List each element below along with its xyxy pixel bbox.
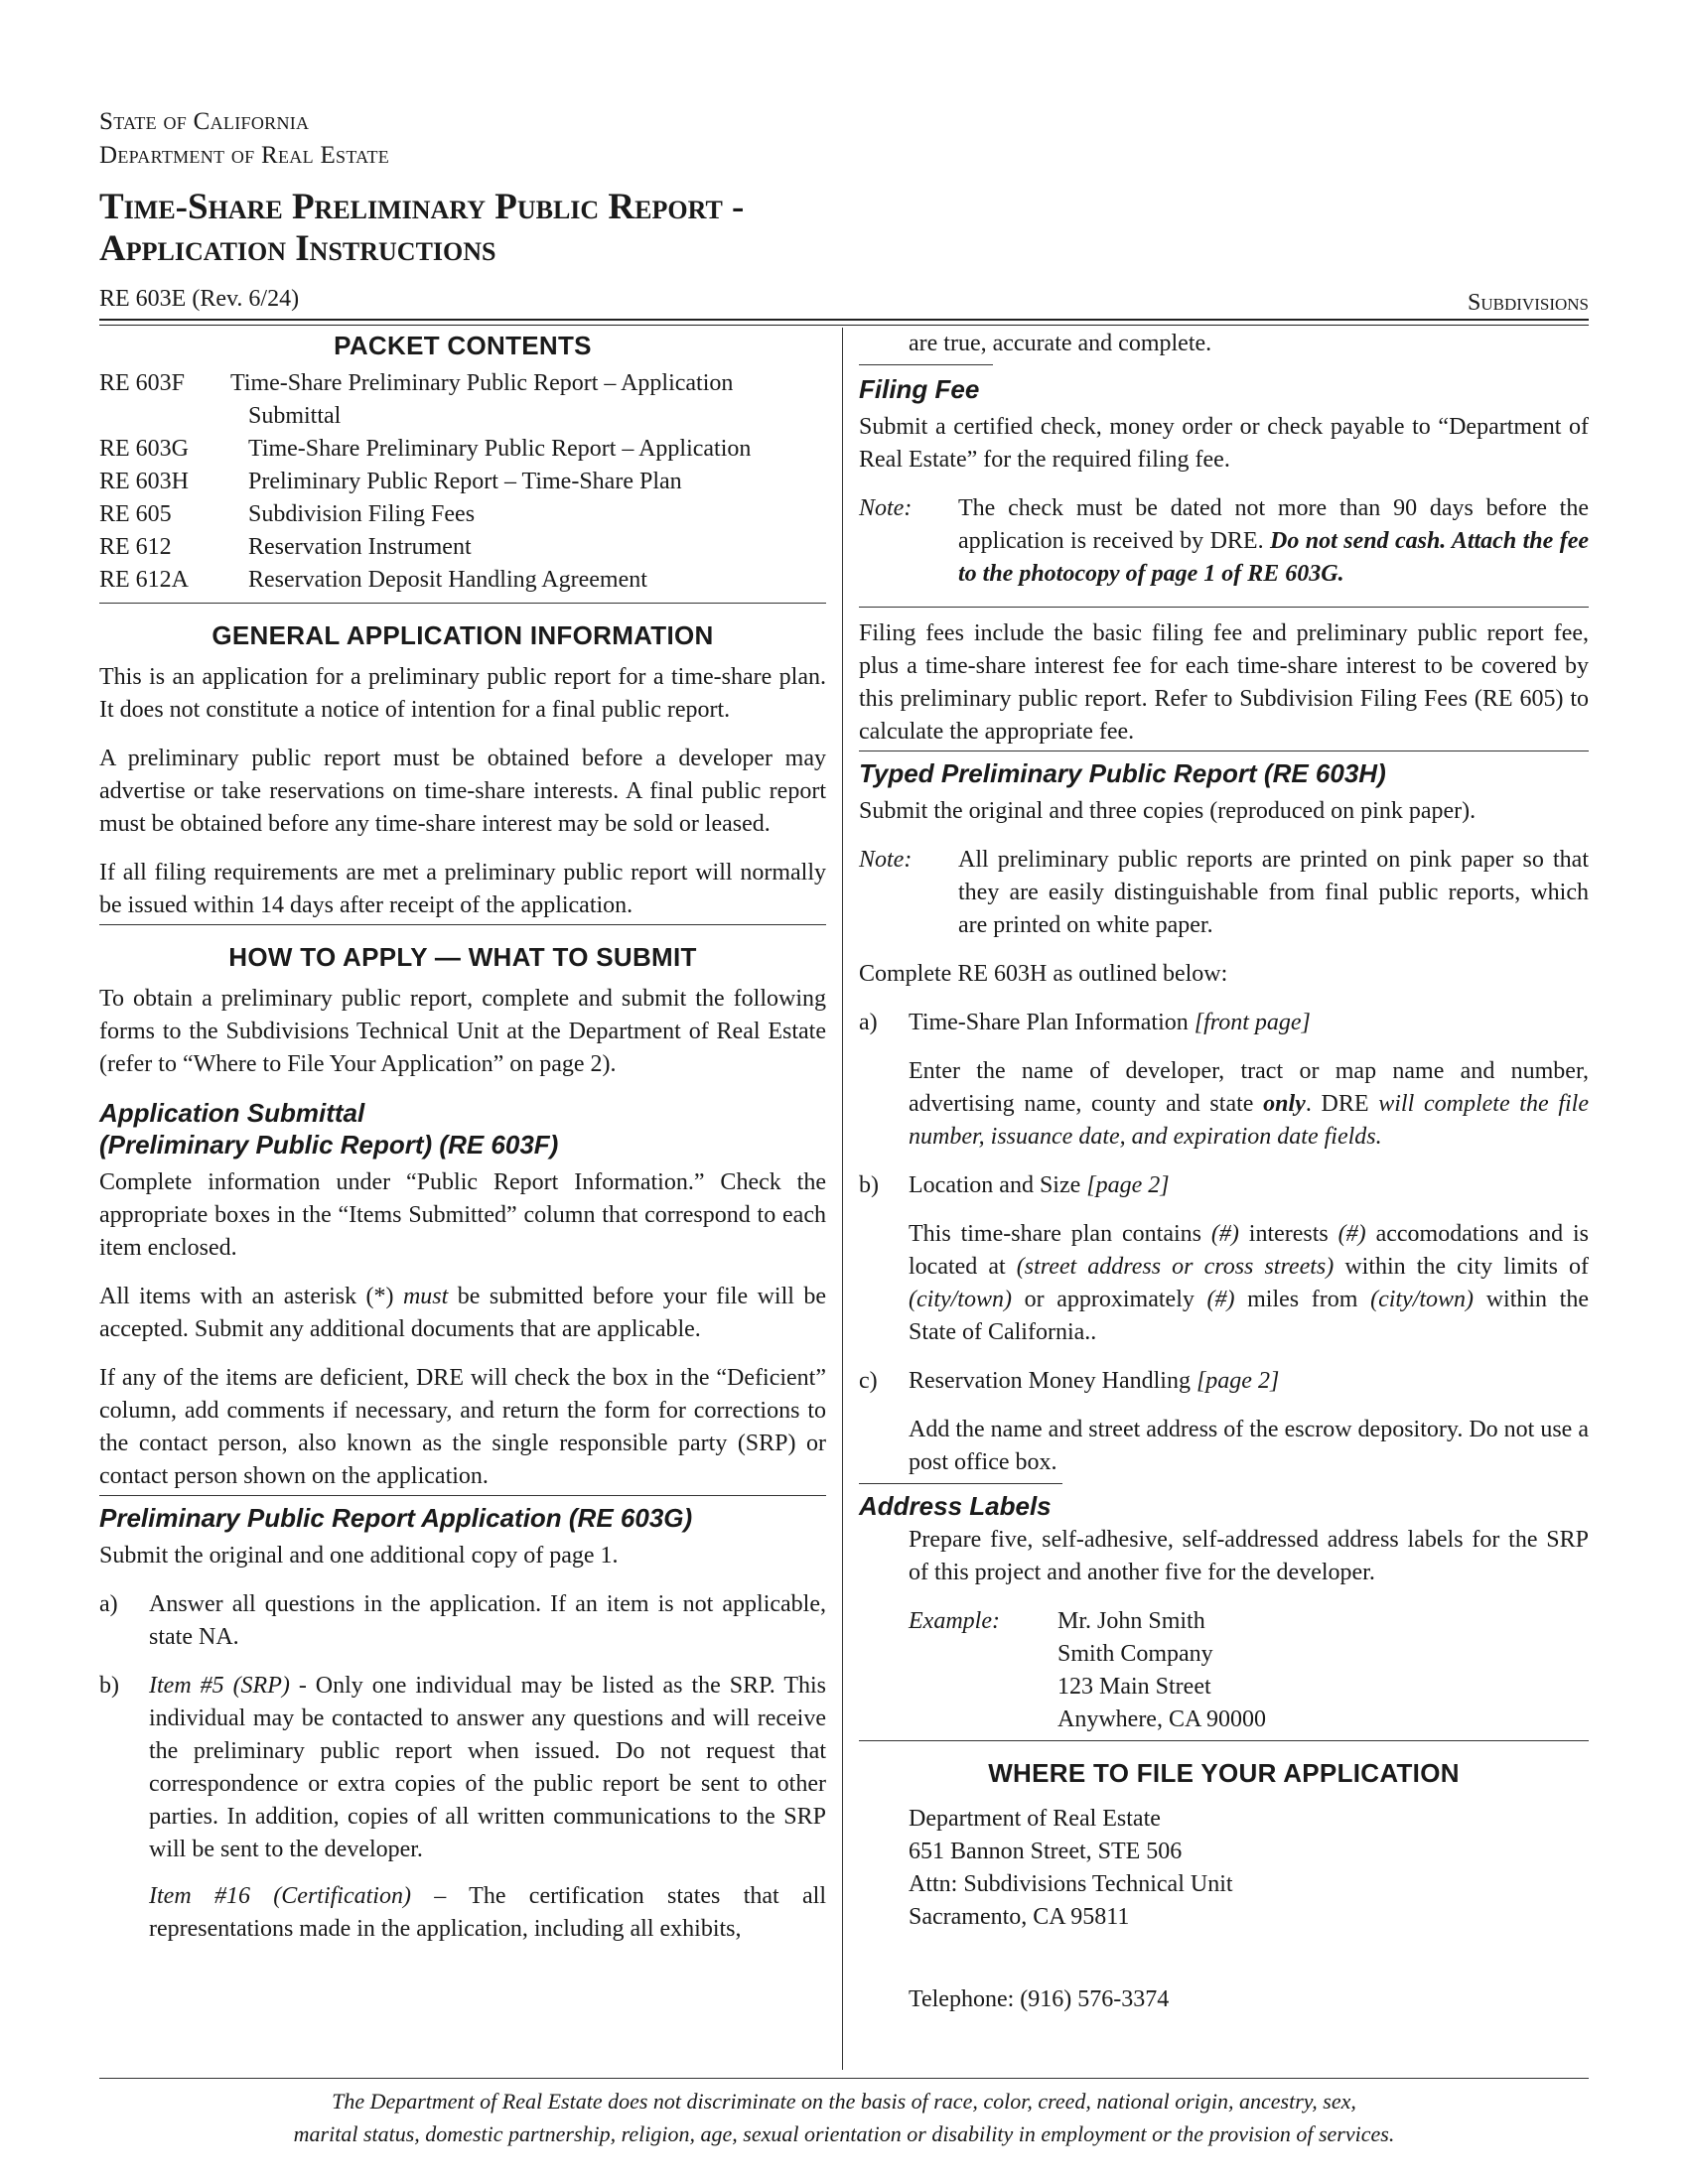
item-page-ref: [front page] [1194, 1010, 1311, 1035]
report-item-a [859, 1007, 1589, 1154]
packet-row [99, 498, 826, 531]
agency-block [99, 105, 389, 173]
example-address [1057, 1605, 1266, 1736]
telephone: Telephone: (916) 576-3374 [909, 1986, 1170, 2012]
packet-desc: Reservation Instrument [248, 534, 472, 560]
packet-row [99, 367, 826, 433]
item-title: Location and Size [page 2] [909, 1172, 1170, 1198]
address-labels-heading: Address Labels [859, 1491, 1052, 1521]
packet-code: RE 603H [99, 469, 189, 494]
footer-line-2: marital status, domestic partnership, religion, age, sexual orientation or disability in employment or the provision of services. [293, 2121, 1395, 2146]
packet-desc: Reservation Deposit Handling Agreement [248, 567, 647, 593]
general-paragraph-1: This is an application for a preliminary public report for a time-share plan. It does not constitute a notice of intention for a final public report. [99, 664, 826, 723]
item-title: Reservation Money Handling [page 2] [909, 1368, 1280, 1394]
how-to-apply-heading: HOW TO APPLY — WHAT TO SUBMIT [228, 942, 697, 972]
general-paragraph-3: If all filing requirements are met a preliminary public report will normally be issued within 14 days after receipt of the application. [99, 860, 826, 918]
filing-fee-paragraph-2: Filing fees include the basic filing fee and preliminary public report fee, plus a time-share interest fee for each time-share interest to be covered by this preliminary public report. Refer to Subdivision Filing Fees (RE 605) to calculate the appropriate fee. [859, 620, 1589, 745]
application-submittal-heading-line-2: (Preliminary Public Report) (RE 603F) [99, 1130, 559, 1160]
report-item-b [859, 1169, 1589, 1349]
division-label: Subdivisions [1468, 290, 1589, 316]
packet-row [99, 531, 826, 564]
item-page-ref: [page 2] [1196, 1368, 1280, 1394]
typed-report-paragraph-1: Submit the original and three copies (reproduced on pink paper). [859, 798, 1477, 824]
packet-code: RE 603F [99, 370, 186, 396]
section-rule [99, 924, 826, 925]
address-labels-paragraph: Prepare five, self-adhesive, self-addressed address labels for the SRP of this project and another five for the developer. [909, 1527, 1589, 1585]
header-rule-thin [99, 325, 1589, 326]
section-rule [859, 607, 1589, 608]
typed-report-heading: Typed Preliminary Public Report (RE 603H) [859, 758, 1386, 788]
item-16-label: Item #16 (Certification) [149, 1883, 411, 1909]
filing-fee-note [859, 492, 1589, 591]
section-rule [859, 1483, 1062, 1484]
packet-code: RE 612A [99, 567, 189, 593]
left-column [99, 328, 826, 1962]
header-rule-thick [99, 319, 1589, 321]
item-letter: b) [99, 1673, 119, 1699]
item-letter: a) [859, 1010, 878, 1035]
example-line: 123 Main Street [1057, 1674, 1211, 1700]
packet-code: RE 612 [99, 534, 172, 560]
footer-rule [99, 2078, 1589, 2079]
item-letter: c) [859, 1368, 878, 1394]
ppr-application-paragraph: Submit the original and one additional copy of page 1. [99, 1543, 619, 1569]
item-text [149, 1670, 826, 1866]
packet-code: RE 603G [99, 436, 189, 462]
typed-report-paragraph-2: Complete RE 603H as outlined below: [859, 961, 1228, 987]
address-line: Sacramento, CA 95811 [909, 1904, 1130, 1930]
submittal-p2-end: be submitted before your file will be accepted. Submit any additional documents that are applicable. [99, 1284, 827, 1342]
item-letter: a) [99, 1591, 118, 1617]
packet-row [99, 466, 826, 498]
example-line: Anywhere, CA 90000 [1057, 1706, 1266, 1732]
address-line: Department of Real Estate [909, 1806, 1161, 1832]
report-item-c [859, 1365, 1589, 1479]
item-text [149, 1880, 826, 1946]
must-emphasis: must [402, 1284, 449, 1309]
document-title [99, 187, 744, 270]
instruction-item-a [99, 1588, 826, 1654]
item-title: Time-Share Plan Information [front page] [909, 1010, 1311, 1035]
general-info-heading: GENERAL APPLICATION INFORMATION [211, 620, 714, 650]
title-line-2: Application Instructions [99, 228, 496, 269]
agency-state: State of California [99, 108, 310, 135]
footer-line-1: The Department of Real Estate does not discriminate on the basis of race, color, creed, national origin, ancestry, sex, [332, 2089, 1356, 2114]
address-line: 651 Bannon Street, STE 506 [909, 1839, 1183, 1864]
note-text [958, 492, 1589, 591]
note-label: Note: [859, 847, 913, 873]
note-text-emphasis: Do not send cash. Attach the fee to the photocopy of page 1 of RE 603G. [958, 528, 1589, 587]
submittal-p2-start: All items with an asterisk (*) [99, 1284, 403, 1309]
address-line: Attn: Subdivisions Technical Unit [909, 1871, 1233, 1897]
section-rule [99, 603, 826, 604]
general-paragraph-2: A preliminary public report must be obtained before a developer may advertise or take reservations on time-share interests. A final public report must be obtained before any time-share interest may be sold or leased. [99, 746, 826, 837]
application-submittal-heading-line-1: Application Submittal [99, 1098, 365, 1128]
example-line: Smith Company [1057, 1641, 1213, 1667]
instruction-item-b [99, 1670, 826, 1866]
item-text: Enter the name of developer, tract or map name and number, advertising name, county and state only. DRE will complete the file number, issuance date, and expiration date fields. [909, 1058, 1590, 1150]
application-submittal-heading [99, 1097, 826, 1160]
packet-desc: Time-Share Preliminary Public Report – Application [248, 436, 752, 462]
example-line: Mr. John Smith [1057, 1608, 1205, 1634]
submittal-paragraph-1: Complete information under “Public Report Information.” Check the appropriate boxes in the “Items Submitted” column that correspond to each item enclosed. [99, 1169, 826, 1261]
title-line-1: Time-Share Preliminary Public Report - [99, 187, 745, 227]
packet-row [99, 433, 826, 466]
how-to-apply-paragraph: To obtain a preliminary public report, complete and submit the following forms to the Subdivisions Technical Unit at the Department of Real Estate (refer to “Where to File Your Application” on page 2). [99, 986, 826, 1077]
note-label: Note: [859, 495, 913, 521]
item-text: Answer all questions in the application. If an item is not applicable, state NA. [149, 1591, 826, 1650]
instruction-item-16 [99, 1880, 826, 1946]
form-number: RE 603E (Rev. 6/24) [99, 286, 300, 312]
example-label: Example: [909, 1608, 1000, 1634]
packet-contents-table [99, 367, 826, 597]
right-column [859, 328, 1589, 2016]
continuation-text: are true, accurate and complete. [909, 331, 1212, 356]
ppr-application-heading: Preliminary Public Report Application (RE 603G) [99, 1503, 693, 1533]
packet-row [99, 564, 826, 597]
item-16-text: – The certification states that all representations made in the application, including all exhibits, [149, 1883, 826, 1942]
agency-department: Department of Real Estate [99, 142, 390, 169]
section-rule [99, 1495, 826, 1496]
typed-report-note [859, 844, 1589, 942]
item-5-text: - Only one individual may be listed as the SRP. This individual may be contacted to answer any questions and will receive the preliminary public report when issued. Do not request that correspondence or extra copies of the public report be sent to other parties. In addition, copies of all written communications to the SRP will be sent to the developer. [149, 1673, 826, 1862]
item-page-ref: [page 2] [1086, 1172, 1170, 1198]
note-text-plain: The check must be dated not more than 90 days before the application is received by DRE. [958, 495, 1589, 554]
address-example [859, 1605, 1589, 1736]
packet-code: RE 605 [99, 501, 172, 527]
submittal-paragraph-2 [99, 1281, 826, 1346]
packet-desc: Time-Share Preliminary Public Report – Application Submittal [230, 370, 734, 429]
item-text: This time-share plan contains (#) interests (#) accomodations and is located at (street address or cross streets) within the city limits of (city/town) or approximately (#) miles from (city/town) within the State of California.. [909, 1221, 1589, 1345]
column-divider [842, 328, 843, 2070]
section-rule [859, 364, 993, 365]
filing-fee-paragraph-1: Submit a certified check, money order or check payable to “Department of Real Estate” for the required filing fee. [859, 414, 1589, 473]
filing-address [859, 1803, 1589, 2016]
nondiscrimination-footer [99, 2085, 1589, 2150]
packet-contents-heading: PACKET CONTENTS [334, 331, 592, 360]
filing-fee-heading: Filing Fee [859, 374, 980, 404]
item-letter: b) [859, 1172, 879, 1198]
note-text: All preliminary public reports are printed on pink paper so that they are easily distinguishable from final public reports, which are printed on white paper. [958, 847, 1589, 938]
section-rule [859, 1740, 1589, 1741]
where-to-file-heading: WHERE TO FILE YOUR APPLICATION [988, 1758, 1460, 1788]
submittal-paragraph-3: If any of the items are deficient, DRE will check the box in the “Deficient” column, add comments if necessary, and return the form for corrections to the contact person, also known as the single responsible party (SRP) or contact person shown on the application. [99, 1365, 826, 1489]
packet-desc: Subdivision Filing Fees [248, 501, 476, 527]
item-5-label: Item #5 (SRP) [149, 1673, 290, 1699]
item-text: Add the name and street address of the escrow depository. Do not use a post office box. [909, 1417, 1589, 1475]
packet-desc: Preliminary Public Report – Time-Share Plan [248, 469, 682, 494]
